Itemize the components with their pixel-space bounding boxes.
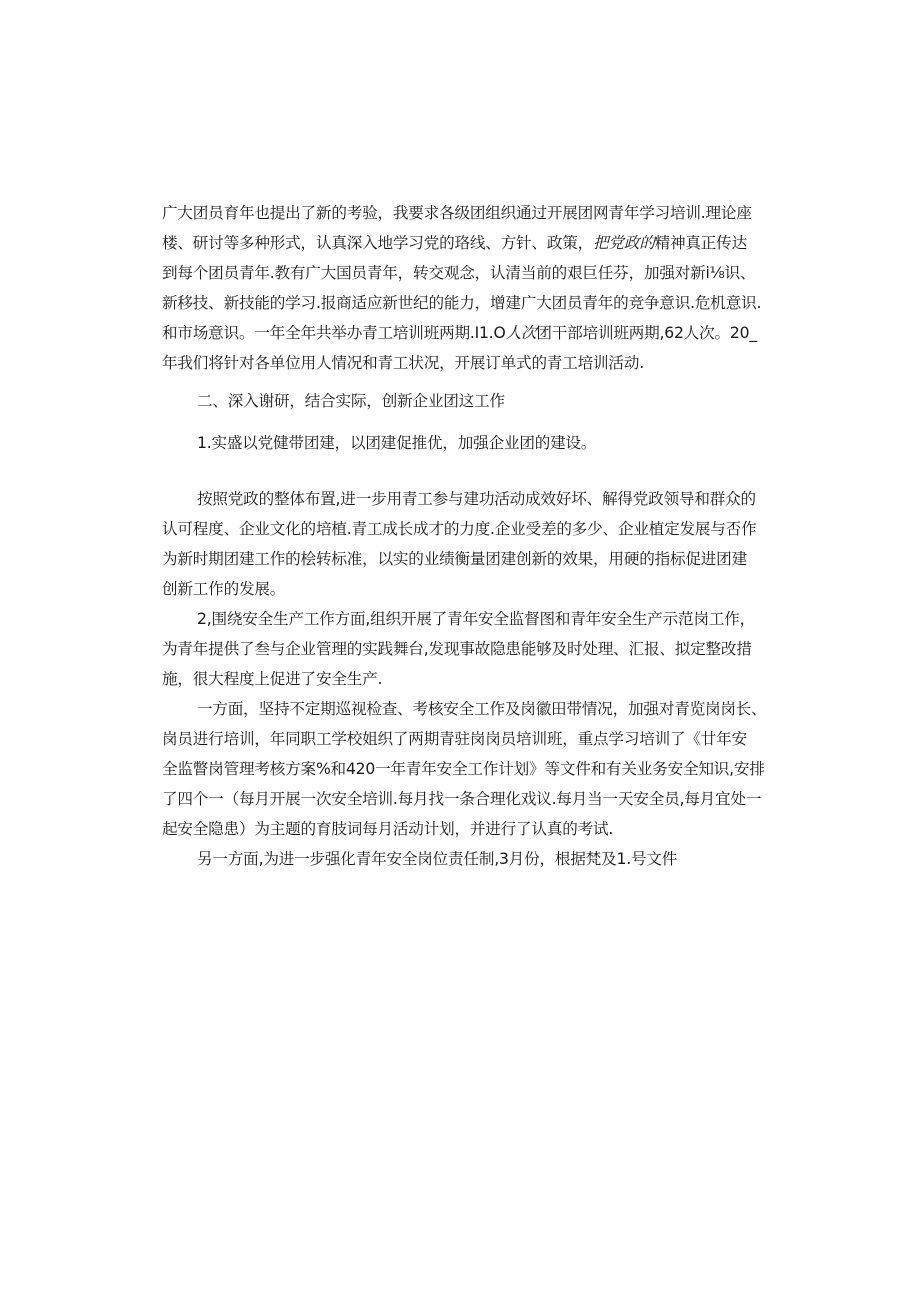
paragraph-2-line-4: 创新工作的发展。 bbox=[162, 580, 286, 598]
paragraph-1-line-4: 新移技、新技能的学习.报商适应新世纪的能力，增建广大团员青年的竞争意识.危机意识. bbox=[162, 294, 762, 312]
paragraph-1-line-6: 年我们将针对各单位用人情况和青工状况，开展订单式的青工培训活动. bbox=[162, 354, 644, 372]
paragraph-5-line-1: 另一方面,为进一步强化青年安全岗位责任制,3月份，根据梵及1.号文件 bbox=[197, 850, 678, 868]
item-1-heading: 1.实盛以党健带团建，以团建促推优，加强企业团的建设。 bbox=[197, 434, 597, 452]
paragraph-1-line-2-tail: 精神真正传达 bbox=[654, 234, 747, 252]
paragraph-1-line-2-text: 楼、研讨等多种形式，认真深入地学习党的珞线、方针、政策， bbox=[162, 234, 594, 252]
paragraph-2-line-3: 为新时期团建工作的桧转标准，以实的业绩衡量团建创新的效果，用硬的指标促进团建 bbox=[162, 550, 747, 568]
paragraph-2-line-2: 认可程度、企业文化的培植.青工成长成才的力度.企业受差的多少、企业植定发展与否作 bbox=[162, 520, 757, 538]
paragraph-1-line-1: 广大团员育年也提出了新的考验，我要求各级团组织通过开展团网青年学习培训.理论座 bbox=[162, 204, 752, 222]
paragraph-1-line-3: 到每个团员青年.教有广大国员青年，转交观念，认清当前的艰巨任芬，加强对新i⅛识、 bbox=[162, 264, 756, 282]
paragraph-1-line-2 bbox=[162, 228, 762, 258]
paragraph-2-line-1: 按照党政的整体布置,进一步用青工参与建功活动成效好坏、解得党政领导和群众的 bbox=[197, 490, 756, 508]
paragraph-1-line-5 bbox=[162, 318, 762, 348]
paragraph-4-line-2: 岗员进行培训，年同职工学校姐织了两期青驻岗岗员培训班，重点学习培训了《廿年安 bbox=[162, 730, 747, 748]
spacer bbox=[162, 416, 762, 428]
spacer bbox=[162, 378, 762, 386]
spacer bbox=[162, 458, 762, 484]
paragraph-4-line-4: 了四个一（每月开展一次安全培训.每月找一条合理化戏议.每月当一天安全员,每月宜处一 bbox=[162, 790, 762, 808]
paragraph-3-line-2: 为青年提供了叁与企业管理的实践舞台,发现事故隐患能够及时处理、汇报、拟定整改措 bbox=[162, 640, 752, 658]
paragraph-1-line-5-italic: 人次 bbox=[505, 324, 537, 342]
paragraph-3-line-1: 2,围绕安全生产工作方面,组织开展了青年安全监督图和青年安全生产示范岗工作， bbox=[197, 610, 756, 628]
paragraph-1-line-2-italic: 把党政的 bbox=[593, 234, 655, 252]
paragraph-3-line-3: 施，很大程度上促进了安全生产. bbox=[162, 670, 383, 688]
paragraph-4-line-3: 全监瞥岗管理考核方案%和420一年青年安全工作计划》等文件和有关业务安全知识,安排 bbox=[162, 760, 765, 778]
paragraph-4-line-5: 起安全隐患）为主题的育肢词每月活动计划，并进行了认真的考试. bbox=[162, 820, 614, 838]
section-heading-2: 二、深入谢研，结合实际，创新企业团这工作 bbox=[197, 392, 505, 410]
paragraph-1-line-5-text: 和市场意识。一年全年共举办青工培训班两期.I1.O bbox=[162, 324, 506, 342]
paragraph-4-line-1: 一方面，坚持不定期巡视检查、考核安全工作及岗徽田带情况，加强对青览岗岗长、 bbox=[197, 700, 767, 718]
paragraph-1-line-5-tail: 团干部培训班两期,62人次。20_ bbox=[536, 324, 757, 342]
document-body bbox=[162, 198, 767, 874]
